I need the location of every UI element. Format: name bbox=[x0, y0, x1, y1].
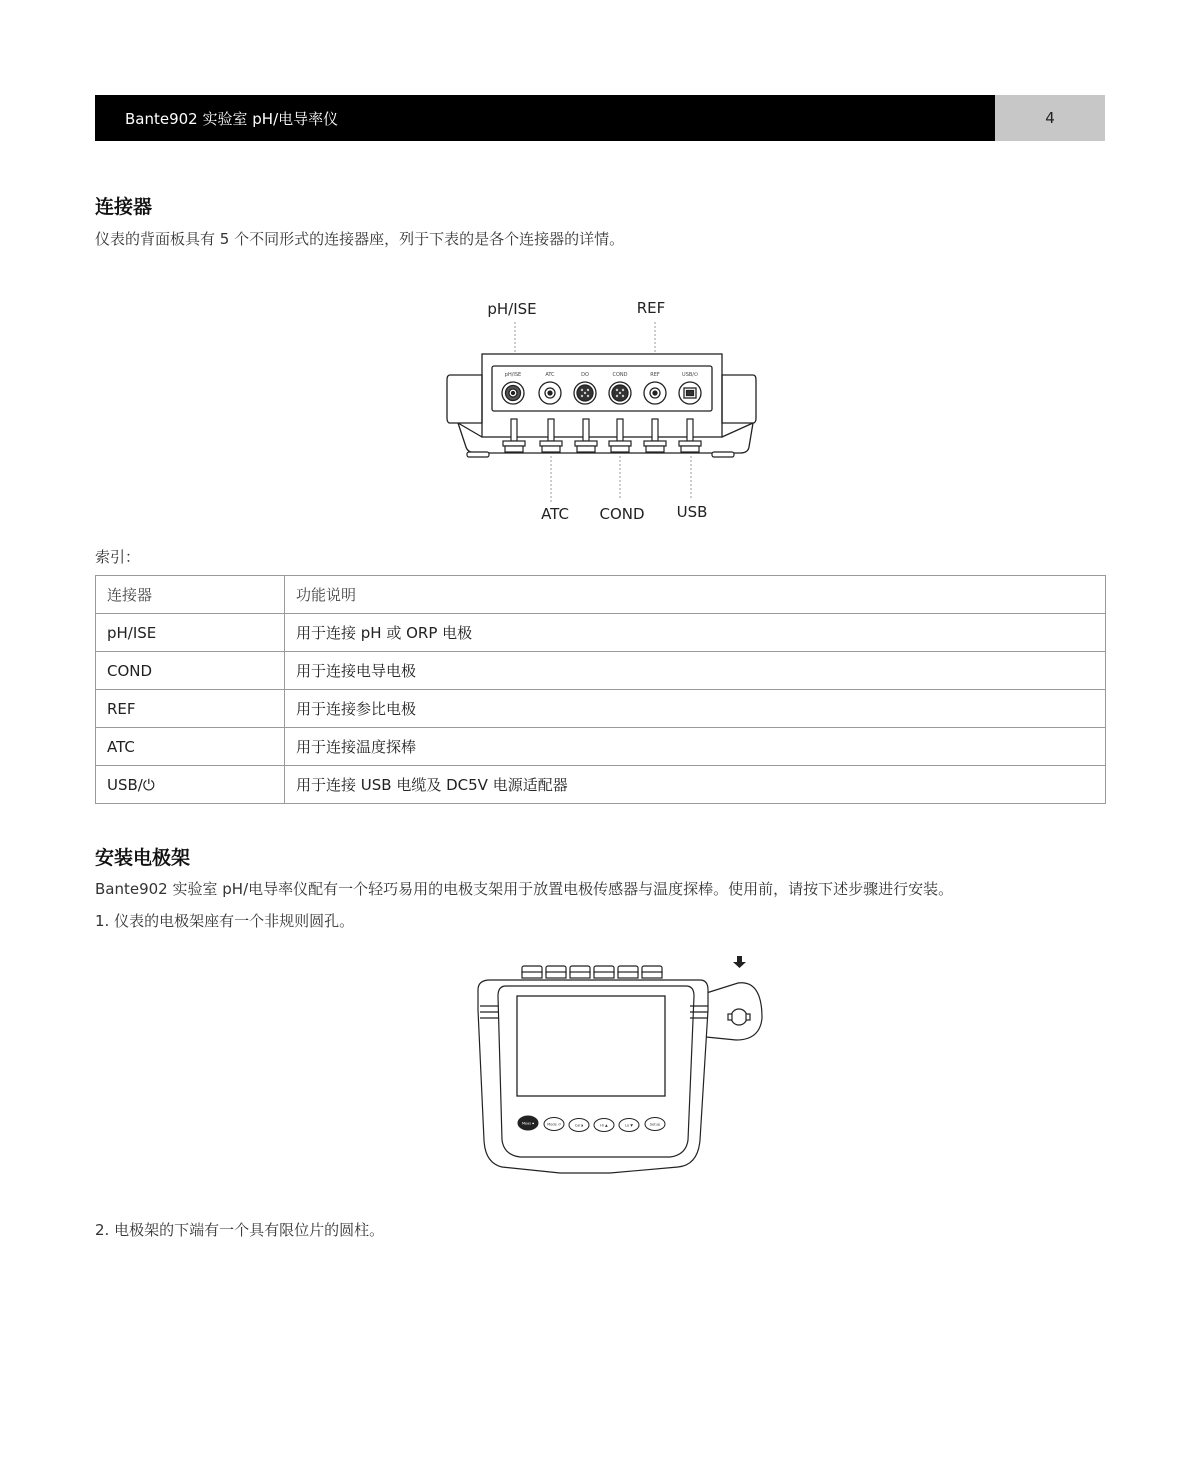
table-row bbox=[96, 614, 1106, 652]
arrow-down-icon bbox=[733, 956, 746, 968]
meter-button-lo: Lo ▼ bbox=[625, 1123, 633, 1128]
panel-label-usb: USB/⏻ bbox=[682, 372, 698, 378]
document-title: Bante902 实验室 pH/电导率仪 bbox=[125, 109, 339, 128]
table-cell-connector: ATC bbox=[96, 728, 285, 766]
table-header-connector: 连接器 bbox=[96, 576, 285, 614]
socket-cond bbox=[609, 382, 631, 404]
socket-do bbox=[574, 382, 596, 404]
panel-label-ph-ise: pH/ISE bbox=[504, 372, 522, 378]
table-header-function: 功能说明 bbox=[285, 576, 1106, 614]
index-label: 索引： bbox=[95, 548, 141, 566]
rear-panel-diagram bbox=[440, 290, 770, 530]
table-cell-function: 用于连接 pH 或 ORP 电极 bbox=[285, 614, 1106, 652]
connector-table bbox=[95, 575, 1106, 804]
table-row bbox=[96, 652, 1106, 690]
callout-atc: ATC bbox=[541, 505, 569, 523]
page-number: 4 bbox=[995, 95, 1105, 141]
table-cell-function: 用于连接参比电极 bbox=[285, 690, 1106, 728]
table-cell-function: 用于连接电导电极 bbox=[285, 652, 1106, 690]
meter-button-setup: Setup bbox=[649, 1122, 661, 1127]
section-heading-connectors: 连接器 bbox=[95, 196, 153, 218]
panel-label-do: DO bbox=[581, 372, 589, 378]
callout-cond: COND bbox=[599, 505, 645, 523]
table-row bbox=[96, 766, 1106, 804]
table-cell-connector: COND bbox=[96, 652, 285, 690]
table-cell-function: 用于连接 USB 电缆及 DC5V 电源适配器 bbox=[285, 766, 1106, 804]
table-row bbox=[96, 728, 1106, 766]
socket-ph-ise bbox=[502, 382, 524, 404]
panel-label-cond: COND bbox=[612, 372, 628, 378]
header-bar bbox=[95, 95, 995, 141]
install-step-1: 1. 仪表的电极架座有一个非规则圆孔。 bbox=[95, 912, 355, 930]
panel-label-atc: ATC bbox=[545, 372, 555, 378]
callout-usb: USB bbox=[676, 503, 708, 521]
socket-usb bbox=[679, 382, 701, 404]
callout-ph-ise: pH/ISE bbox=[487, 300, 537, 318]
install-step-2: 2. 电极架的下端有一个具有限位片的圆柱。 bbox=[95, 1221, 385, 1239]
install-intro: Bante902 实验室 pH/电导率仪配有一个轻巧易用的电极支架用于放置电极传感器与温度探棒。使用前，请按下述步骤进行安装。 bbox=[95, 880, 954, 898]
table-cell-connector: REF bbox=[96, 690, 285, 728]
meter-button-meas: Meas ⏺ bbox=[521, 1121, 535, 1126]
table-cell-function: 用于连接温度探棒 bbox=[285, 728, 1106, 766]
callout-ref: REF bbox=[636, 299, 666, 317]
socket-atc bbox=[539, 382, 561, 404]
table-cell-connector: USB/⏻ bbox=[96, 766, 285, 804]
meter-button-hi: Hi ▲ bbox=[600, 1123, 608, 1128]
connectors-intro: 仪表的背面板具有 5 个不同形式的连接器座，列于下表的是各个连接器的详情。 bbox=[95, 230, 625, 248]
table-cell-connector: pH/ISE bbox=[96, 614, 285, 652]
meter-button-mode: Mode ↺ bbox=[547, 1122, 561, 1127]
meter-button-cal: Cal ◗ bbox=[574, 1123, 584, 1128]
section-heading-install: 安装电极架 bbox=[95, 847, 191, 869]
table-row bbox=[96, 690, 1106, 728]
meter-screen bbox=[517, 996, 665, 1096]
panel-label-ref: REF bbox=[650, 372, 660, 378]
socket-ref bbox=[644, 382, 666, 404]
meter-front-diagram bbox=[470, 955, 770, 1185]
table-header-row bbox=[96, 576, 1106, 614]
